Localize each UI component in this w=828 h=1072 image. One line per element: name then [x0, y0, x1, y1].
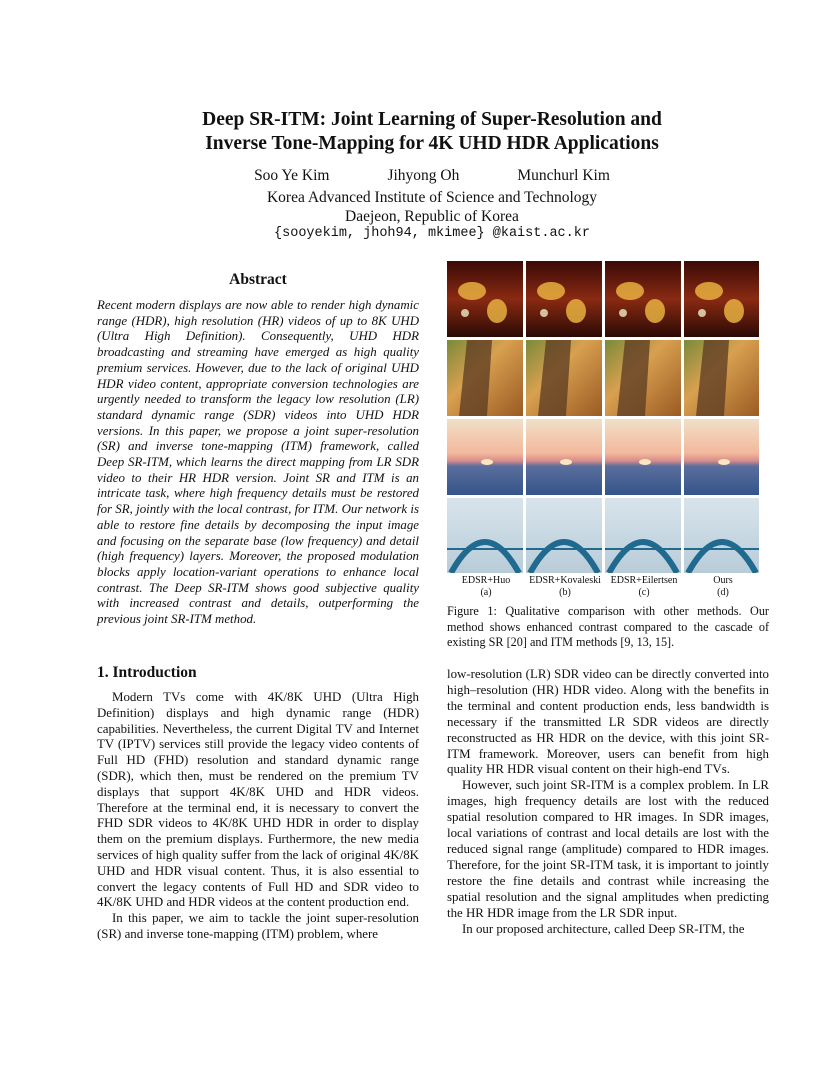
- title-line-2: Inverse Tone-Mapping for 4K UHD HDR Applications: [205, 133, 659, 154]
- method-label-b: [526, 575, 604, 599]
- thumb-fire-c: [605, 261, 681, 337]
- intro-paragraph-2: In this paper, we aim to tackle the joint super-resolution (SR) and inverse tone-mapping (ITM) problem, where: [97, 911, 419, 941]
- author-2: Jihyong Oh: [387, 167, 460, 184]
- intro-paragraph-3: low-resolution (LR) SDR video can be directly converted into high–resolution (HR) HDR video. Along with the benefits in the terminal and content production ends, less bandwidth is necessary if the transmitted LR SDR videos are directly reconstructed as HR HDR on the device, with this joint SR-ITM framework. Moreover, users can benefit from high quality HR HDR visual content on their high-end TVs.: [447, 667, 769, 777]
- method-label-c: [605, 575, 683, 599]
- author-emails: {sooyekim, jhoh94, mkimee} @kaist.ac.kr: [274, 226, 590, 241]
- method-tag: (b): [559, 587, 571, 598]
- method-name: EDSR+Huo: [461, 575, 511, 586]
- thumb-fire-b: [526, 261, 602, 337]
- row-cliff: [447, 340, 759, 416]
- row-sunset: [447, 419, 759, 495]
- figure-1-caption: Figure 1: Qualitative comparison with other methods. Our method shows enhanced contrast compared to the cascade of existing SR [20] and ITM methods [9, 13, 15].: [447, 604, 769, 650]
- figure-1-image-grid: [447, 261, 759, 573]
- method-tag: (a): [480, 587, 492, 598]
- abstract-text: Recent modern displays are now able to render high dynamic range (HDR), high resolution (HR) videos of up to 8K UHD (Ultra High Definition). Consequently, UHD HDR broadcasting and streaming have emerged as high quality premium services. However, due to the lack of original UHD HDR video content, appropriate conversion technologies are urgently needed to transform the legacy low resolution (LR) standard dynamic range (SDR) videos into UHD HDR versions. In this paper, we propose a joint super-resolution (SR) and inverse tone-mapping (ITM) framework, called Deep SR-ITM, which learns the direct mapping from LR SDR video to their HR HDR version. Joint SR and ITM is an intricate task, where high frequency details must be restored for SR, jointly with the local contrast, for ITM. Our network is able to restore fine details by decomposing the input image and focusing on the separate base (low frequency) and detail (high frequency) layers. Moreover, the proposed modulation blocks apply location-variant operations to enhance local contrast. The Deep SR-ITM shows good subjective quality with increased contrast and details, outperforming the previous joint SR-ITM method.: [97, 298, 419, 627]
- author-3: Munchurl Kim: [517, 167, 610, 184]
- abstract-heading: Abstract: [229, 271, 287, 288]
- author-list: [150, 167, 714, 185]
- figure-1-images: [447, 261, 759, 573]
- location: Daejeon, Republic of Korea: [345, 208, 519, 225]
- affiliation: Korea Advanced Institute of Science and Technology: [266, 189, 598, 206]
- section-heading-introduction: 1. Introduction: [97, 664, 197, 681]
- method-tag: (c): [638, 587, 650, 598]
- method-label-d: [684, 575, 762, 599]
- row-fire: [447, 261, 759, 337]
- author-1: Soo Ye Kim: [254, 167, 330, 184]
- method-tag: (d): [717, 587, 729, 598]
- thumb-fire-a: [447, 261, 523, 337]
- title-line-1: Deep SR-ITM: Joint Learning of Super-Resolution and: [202, 109, 662, 130]
- method-name: EDSR+Eilertsen: [610, 575, 678, 586]
- right-column-body: [447, 667, 769, 937]
- intro-paragraph-5: In our proposed architecture, called Deep SR-ITM, the: [462, 921, 745, 936]
- method-name: EDSR+Kovaleski: [529, 575, 601, 586]
- left-column-body: [97, 690, 419, 943]
- method-label-a: [447, 575, 525, 599]
- method-name: Ours: [713, 575, 733, 586]
- paper-title: [150, 108, 714, 156]
- intro-paragraph-4: However, such joint SR-ITM is a complex problem. In LR images, high frequency details are lost with the reduced spatial resolution compared to HR images. In SDR images, local variations of contrast and local details are lost with the reduced signal range (amplitude) compared to HDR images. Therefore, for the joint SR-ITM task, it is important to jointly restore the fine details and contrast while increasing the spatial resolution and the signal amplitudes when predicting the HR HDR image from the LR SDR input.: [447, 778, 769, 920]
- row-bridge: [447, 498, 759, 573]
- intro-paragraph-1: Modern TVs come with 4K/8K UHD (Ultra High Definition) displays and high dynamic range (HDR) capabilities. Nevertheless, the current Digital TV and Internet TV (IPTV) services still provide the legacy video contents of Full HD (FHD) resolution and standard dynamic range (SDR), which then, must be rendered on the premium TV displays that support 4K/8K UHD and HDR videos. Therefore at the terminal end, it is necessary to convert the FHD SDR videos to 4K/8K UHD HDR in order to display them on the premium displays. Furthermore, the new media services of high quality suffer from the lack of original 4K/8K UHD and HDR visual content. Thus, it is also essential to convert the legacy contents of Full HD and SDR video to 4K/8K UHD and HDR videos at the content production end.: [97, 690, 419, 910]
- thumb-fire-d: [684, 261, 759, 337]
